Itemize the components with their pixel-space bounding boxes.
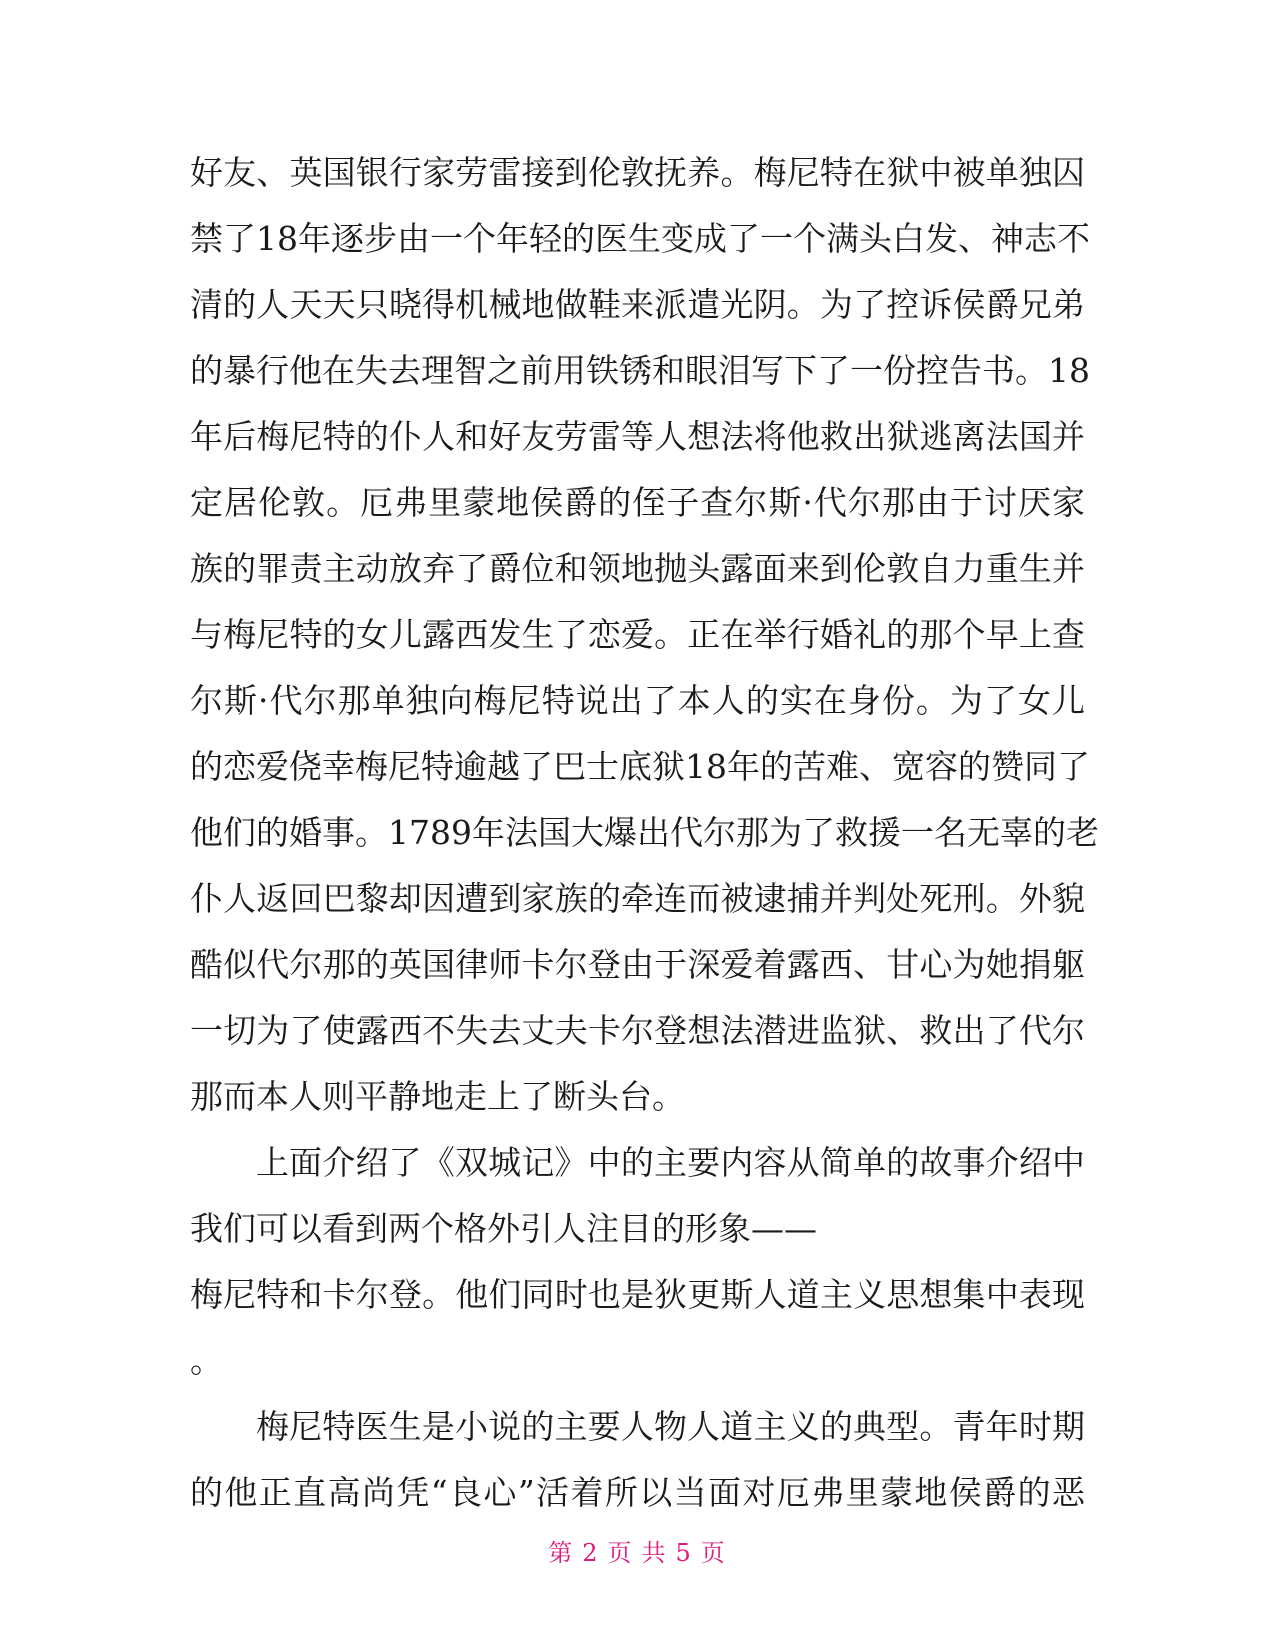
text-line: 清的人天天只晓得机械地做鞋来派遣光阴。为了控诉侯爵兄弟 <box>190 285 1085 324</box>
text-line: 的他正直高尚凭“良心”活着所以当面对厄弗里蒙地侯爵的恶 <box>190 1473 1085 1512</box>
text-line: 那而本人则平静地走上了断头台。 <box>190 1077 685 1116</box>
text-line: 的恋爱侥幸梅尼特逾越了巴士底狱18年的苦难、宽容的赞同了 <box>190 747 1090 786</box>
page-footer <box>0 1533 1275 1568</box>
text-line: 定居伦敦。厄弗里蒙地侯爵的侄子查尔斯·代尔那由于讨厌家 <box>190 483 1085 522</box>
text-line: 的暴行他在失去理智之前用铁锈和眼泪写下了一份控告书。18 <box>190 351 1090 390</box>
document-body <box>190 140 1099 1526</box>
text-line: 梅尼特医生是小说的主要人物人道主义的典型。青年时期 <box>256 1407 1085 1446</box>
footer-total-word: 共 <box>641 1539 668 1567</box>
text-line: 族的罪责主动放弃了爵位和领地抛头露面来到伦敦自力重生并 <box>190 549 1085 588</box>
text-line: 我们可以看到两个格外引人注目的形象—— <box>190 1209 817 1248</box>
text-line: 年后梅尼特的仆人和好友劳雷等人想法将他救出狱逃离法国并 <box>190 417 1085 456</box>
footer-current-page: 2 <box>582 1539 600 1567</box>
text-line: 尔斯·代尔那单独向梅尼特说出了本人的实在身份。为了女儿 <box>190 681 1085 720</box>
text-line: 梅尼特和卡尔登。他们同时也是狄更斯人道主义思想集中表现 <box>190 1275 1085 1314</box>
text-line: 一切为了使露西不失去丈夫卡尔登想法潜进监狱、救出了代尔 <box>190 1011 1085 1050</box>
text-line: 禁了18年逐步由一个年轻的医生变成了一个满头白发、神志不 <box>190 219 1090 258</box>
text-line: 他们的婚事。1789年法国大爆出代尔那为了救援一名无辜的老 <box>190 813 1099 852</box>
text-line: 。 <box>190 1341 223 1380</box>
text-line: 酷似代尔那的英国律师卡尔登由于深爱着露西、甘心为她捐躯 <box>190 945 1085 984</box>
text-line: 上面介绍了《双城记》中的主要内容从简单的故事介绍中 <box>256 1143 1085 1182</box>
text-line: 仆人返回巴黎却因遭到家族的牵连而被逮捕并判处死刑。外貌 <box>190 879 1085 918</box>
footer-prefix: 第 <box>548 1539 575 1567</box>
footer-total-pages: 5 <box>675 1539 693 1567</box>
footer-page-end: 页 <box>700 1539 727 1567</box>
text-line: 与梅尼特的女儿露西发生了恋爱。正在举行婚礼的那个早上查 <box>190 615 1085 654</box>
footer-page-word: 页 <box>607 1539 634 1567</box>
text-line: 好友、英国银行家劳雷接到伦敦抚养。梅尼特在狱中被单独囚 <box>190 153 1085 192</box>
